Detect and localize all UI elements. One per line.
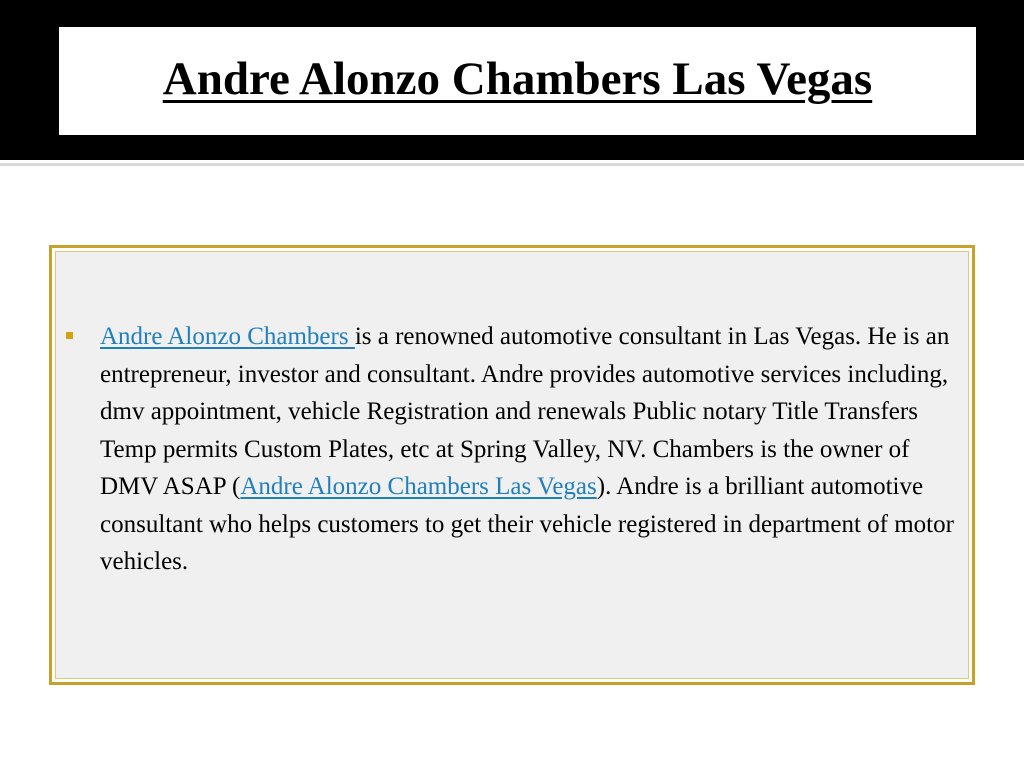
slide-title: Andre Alonzo Chambers Las Vegas	[162, 53, 873, 105]
paragraph-text-1: is a renowned automotive consultant in Las Vegas. He is an entrepreneur, investor and consultant. Andre provides automotive services including, dmv appointment, vehicle Registration and renewals Public notary Title Transfers Temp permits Custom Plates, etc at Spring Valley, NV. Chambers is the owner of DMV ASAP (	[100, 323, 950, 500]
content-frame	[49, 245, 975, 685]
title-box	[59, 27, 976, 135]
bullet-paragraph	[100, 318, 956, 581]
square-bullet-icon	[66, 332, 73, 339]
andre-alonzo-chambers-las-vegas-link[interactable]: Andre Alonzo Chambers Las Vegas	[240, 473, 597, 500]
content-panel	[55, 251, 969, 679]
paragraph-text-2: ). Andre is a brilliant automotive consultant who helps customers to get their vehicle registered in department of motor vehicles.	[100, 473, 954, 575]
bullet-item	[66, 318, 956, 581]
header-divider	[0, 163, 1024, 166]
andre-alonzo-chambers-link[interactable]: Andre Alonzo Chambers	[100, 323, 355, 350]
